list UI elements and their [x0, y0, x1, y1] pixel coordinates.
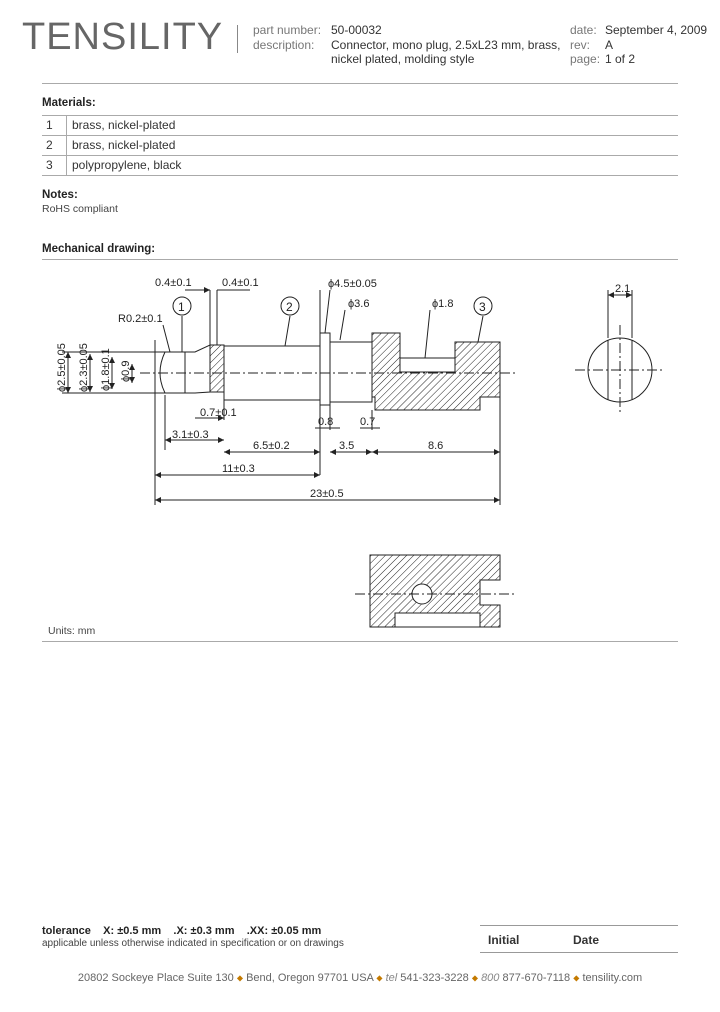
dim-text: 0.4±0.1 — [222, 277, 259, 289]
dim-text: 23±0.5 — [310, 488, 344, 500]
description-line-1: Connector, mono plug, 2.5xL23 mm, brass, — [331, 38, 561, 52]
leader-line — [325, 290, 330, 333]
dim-text: 2.1 — [615, 283, 631, 295]
part-number-label: part number: — [253, 23, 322, 37]
units-label: Units: mm — [48, 625, 96, 637]
initial-label: Initial — [488, 933, 520, 947]
bullet-icon: ◆ — [236, 973, 244, 983]
rev-value: A — [605, 38, 614, 52]
leader-line — [340, 310, 345, 340]
signoff-top-rule — [480, 925, 678, 926]
leader-line — [425, 310, 430, 358]
insulator-hatch — [210, 345, 224, 392]
tolerance-line — [42, 925, 321, 937]
dim-text: 6.5±0.2 — [253, 440, 290, 452]
leader-line — [163, 325, 170, 352]
leader-line — [478, 316, 483, 342]
description-label: description: — [253, 38, 315, 52]
footer-tollfree: 877-670-7118 — [502, 972, 571, 984]
page-label: page: — [570, 52, 601, 66]
bullet-icon: ◆ — [471, 973, 478, 983]
description-line-2: nickel plated, molding style — [331, 52, 475, 66]
material-description: polypropylene, black — [72, 158, 182, 172]
dim-text: ϕ1.8±0.1 — [100, 348, 112, 391]
material-description: brass, nickel-plated — [72, 138, 176, 152]
molding-channel — [400, 358, 455, 372]
dim-text: ϕ1.8 — [432, 298, 454, 310]
drawing-bottom-rule — [42, 641, 678, 642]
callout-number-1: 1 — [178, 300, 185, 314]
dim-text: 3.1±0.3 — [172, 429, 209, 441]
date-signoff-label: Date — [573, 933, 600, 947]
footer-tollfree-label: 800 — [481, 972, 500, 984]
footer-tel: 541-323-3228 — [400, 972, 469, 984]
material-number: 1 — [46, 118, 53, 132]
dim-text: 0.4±0.1 — [155, 277, 192, 289]
dim-text: 0.7±0.1 — [200, 407, 237, 419]
footer-city: Bend, Oregon 97701 USA — [246, 972, 374, 984]
tolerance-label: tolerance — [42, 925, 91, 937]
dim-text: ϕ2.5±0.05 — [56, 343, 68, 392]
date-label: date: — [570, 23, 597, 37]
tolerance-x-label: X: — [103, 925, 115, 937]
dim-text: R0.2±0.1 — [118, 313, 163, 325]
dim-text: ϕ2.3±0.05 — [78, 343, 90, 392]
footer-address: 20802 Sockeye Place Suite 130 — [77, 972, 234, 984]
tolerance-x-value: ±0.5 mm — [117, 925, 162, 937]
part-number-value: 50-00032 — [331, 23, 382, 37]
bullet-icon: ◆ — [376, 973, 383, 983]
footer — [0, 972, 720, 984]
notes-title: Notes: — [42, 189, 78, 201]
company-logo: TENSILITY — [22, 16, 224, 58]
page-value: 1 of 2 — [605, 52, 636, 66]
bullet-icon: ◆ — [573, 973, 580, 983]
tolerance-x1-label: .X: — [173, 925, 188, 937]
notes-text: RoHS compliant — [42, 203, 118, 215]
tolerance-note: applicable unless otherwise indicated in specification or on drawings — [42, 938, 344, 949]
material-description: brass, nickel-plated — [72, 118, 176, 132]
dim-text: 11±0.3 — [222, 463, 255, 475]
material-number: 3 — [46, 158, 53, 172]
dim-text: 8.6 — [428, 440, 444, 452]
dim-text: 0.7 — [360, 416, 376, 428]
footer-tel-label: tel — [385, 972, 398, 984]
section-view-slot — [395, 613, 480, 627]
dim-text: ϕ4.5±0.05 — [328, 278, 377, 290]
sleeve-body — [330, 342, 372, 402]
tolerance-x2-label: .XX: — [246, 925, 269, 937]
tolerance-x1-value: ±0.3 mm — [190, 925, 235, 937]
tolerance-x2-value: ±0.05 mm — [271, 925, 322, 937]
footer-web-link[interactable]: tensility.com — [582, 972, 643, 984]
material-number: 2 — [46, 138, 53, 152]
dim-text: 0.8 — [318, 416, 334, 428]
callout-number-2: 2 — [286, 300, 293, 314]
materials-title: Materials: — [42, 97, 96, 109]
collar — [320, 333, 330, 405]
dim-text: 3.5 — [339, 440, 355, 452]
date-value: September 4, 2009 — [605, 23, 708, 37]
dim-text: ϕ3.6 — [348, 298, 370, 310]
signoff-bottom-rule — [480, 952, 678, 953]
leader-line — [285, 316, 290, 346]
callout-number-3: 3 — [479, 300, 486, 314]
rev-label: rev: — [570, 38, 591, 52]
drawing-title: Mechanical drawing: — [42, 243, 156, 255]
dim-text: ϕ0.9 — [120, 360, 132, 382]
